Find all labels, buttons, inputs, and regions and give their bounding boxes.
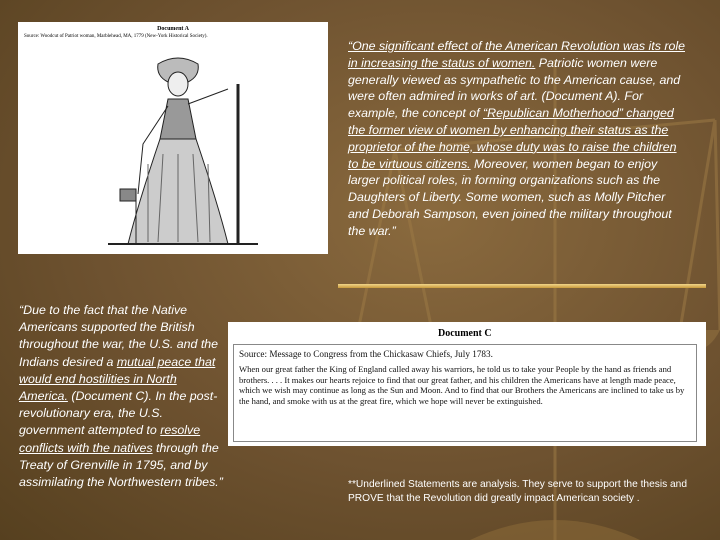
patriot-woman-woodcut-illustration [88, 44, 268, 249]
document-a-source: Source: Woodcut of Patriot woman, Marblehead, MA, 1779 (New-York Historical Society). [24, 34, 208, 39]
analysis-footnote: **Underlined Statements are analysis. They serve to support the thesis and PROVE that the Revolution did greatly impact American society . [348, 479, 688, 504]
document-c-image [228, 322, 706, 446]
thesis-statement-underlined: “One significant effect of the American Revolution was its role in increasing the status of women. [348, 39, 685, 70]
resolve-conflicts-underlined: resolve conflicts with the natives [19, 423, 201, 455]
quote-text: Patriotic women were generally viewed as sympathetic to the American cause, and were often admired in works of art. (Document A). For example, the concept of [348, 55, 681, 121]
document-c-source: Source: Message to Congress from the Chickasaw Chiefs, July 1783. [239, 349, 493, 359]
document-c-body: When our great father the King of England called away his warriors, he told us to take your People by the hand as friends and brothers. . . . It makes our hearts rejoice to find that our great father, and his children the Americans have at length made peace, which we wish may continue as long as the Sun and Moon. And to find that our Brothers the Americans are inclined to take us by the hand, and smoke with us at the great fire, which we hope will never be extinguished. [239, 364, 685, 407]
women-status-quote [348, 38, 686, 240]
native-americans-quote [19, 302, 227, 491]
republican-motherhood-underlined: “Republican Motherhood” changed the former view of women by enhancing their status as the proprietor of the home, whose duty was to raise the children to be virtuous citizens. [348, 106, 677, 171]
gold-divider [338, 284, 706, 288]
quote-text: “Due to the fact that the Native Americans supported the British throughout the war, the U.S. and the Indians desired a [19, 303, 219, 369]
mutual-peace-underlined: mutual peace that would end hostilities in North America. [19, 354, 216, 404]
document-a-title: Document A [157, 26, 189, 32]
quote-text: (Document C). In the post-revolutionary era, the U.S. government attempted to [19, 389, 218, 438]
document-c-title: Document C [438, 328, 492, 339]
document-a-image [18, 22, 328, 254]
document-c-excerpt-box [233, 344, 697, 442]
quote-text: through the Treaty of Grenville in 1795, and by assimilating the Northwestern tribes.” [19, 440, 223, 490]
quote-text: Moreover, women began to enjoy larger political roles, in forming organizations such as the Daughters of Liberty. Some women, such as Molly Pitcher and Deborah Sampson, even joined the military throughout the war.” [348, 156, 672, 238]
